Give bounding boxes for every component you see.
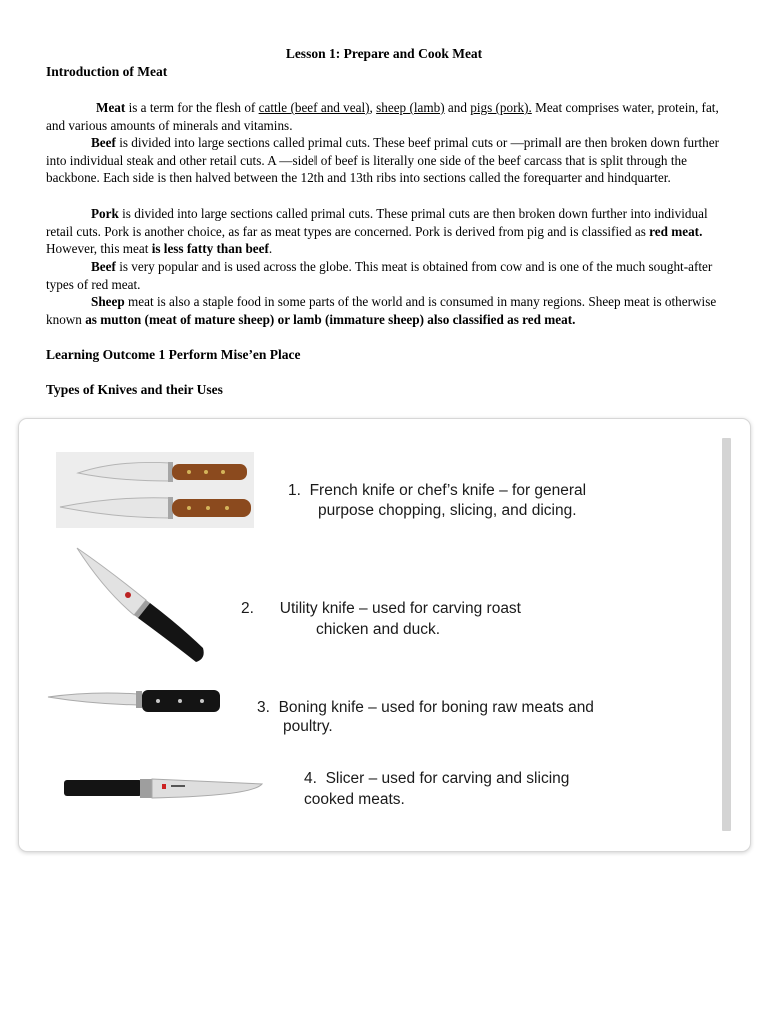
beef-text-2: is very popular and is used across the globe. This meat is obtained from cow and is one of the much sought-after types of red meat. [46, 259, 713, 292]
beef-paragraph-2 [46, 258, 722, 293]
red-meat-bold: red meat. [649, 223, 703, 239]
learning-outcome-heading: Learning Outcome 1 Perform Mise’en Place [46, 347, 301, 362]
knife-1-line-2: purpose chopping, slicing, and dicing. [318, 502, 577, 519]
meat-paragraph [46, 99, 722, 134]
knife-3-line-1: 3. Boning knife – used for boning raw meats and [257, 699, 594, 716]
knife-2-line-2: chicken and duck. [316, 621, 441, 638]
sheep-term: Sheep [91, 294, 125, 309]
beef-term: Beef [91, 135, 116, 150]
meat-text-1: is a term for the flesh of [125, 100, 259, 115]
pork-text: is divided into large sections called primal cuts. These primal cuts are then broken down further into individual retail cuts. Pork is another choice, as far as meat types are concerned. Pork is derived from pig and is classified as [46, 206, 708, 239]
knife-1-line-1: 1. French knife or chef’s knife – for general [288, 482, 587, 499]
beef-paragraph [46, 134, 722, 187]
knife-4-line-2: cooked meats. [304, 791, 405, 808]
intro-heading: Introduction of Meat [46, 64, 168, 79]
less-fatty-bold: is less fatty than beef [151, 241, 269, 256]
sheep-paragraph [46, 293, 722, 328]
link-pigs[interactable]: pigs (pork). [470, 100, 532, 115]
pork-text-2: However, this meat [46, 241, 152, 256]
meat-term: Meat [96, 100, 126, 115]
meat-text-2: Meat comprises water, protein, fat, and various amounts of minerals and vitamins. [46, 100, 719, 133]
beef-term-2: Beef [91, 259, 116, 274]
image-scrollbar[interactable] [722, 438, 731, 831]
sheep-bold: as mutton (meat of mature sheep) or lamb (immature sheep) also classified as red meat. [85, 311, 576, 327]
knives-heading: Types of Knives and their Uses [46, 382, 223, 397]
pork-end: . [268, 241, 273, 256]
sheep-text: meat is also a staple food in some parts of the world and is consumed in many regions. Sheep meat is otherwise known [46, 294, 717, 327]
slicer-knife-icon [62, 776, 266, 804]
lesson-title: Lesson 1: Prepare and Cook Meat [285, 46, 483, 61]
meat-sep-2: and [444, 100, 471, 115]
knife-3-line-2: poultry. [283, 718, 333, 735]
knife-2-line-1: 2. Utility knife – used for carving roast [241, 600, 521, 617]
link-sheep[interactable]: sheep (lamb) [376, 100, 445, 115]
utility-knife-icon [74, 545, 210, 667]
link-cattle[interactable]: cattle (beef and veal) [258, 100, 370, 115]
beef-text: is divided into large sections called primal cuts. These beef primal cuts or —primal‖ are then broken down further into individual steak and other retail cuts. A —side‖ of beef is literally one side of the beef carcass that is split through the backbone. Each side is then halved between the 12th and 13th ribs into sections called the forequarter and hindquarter. [46, 135, 719, 185]
pork-paragraph [46, 205, 722, 258]
pork-term: Pork [91, 206, 119, 221]
meat-sep-1: , [369, 100, 377, 115]
knife-4-line-1: 4. Slicer – used for carving and slicing [304, 770, 570, 787]
boning-knife-icon [46, 686, 222, 716]
french-knife-icon [56, 452, 254, 528]
